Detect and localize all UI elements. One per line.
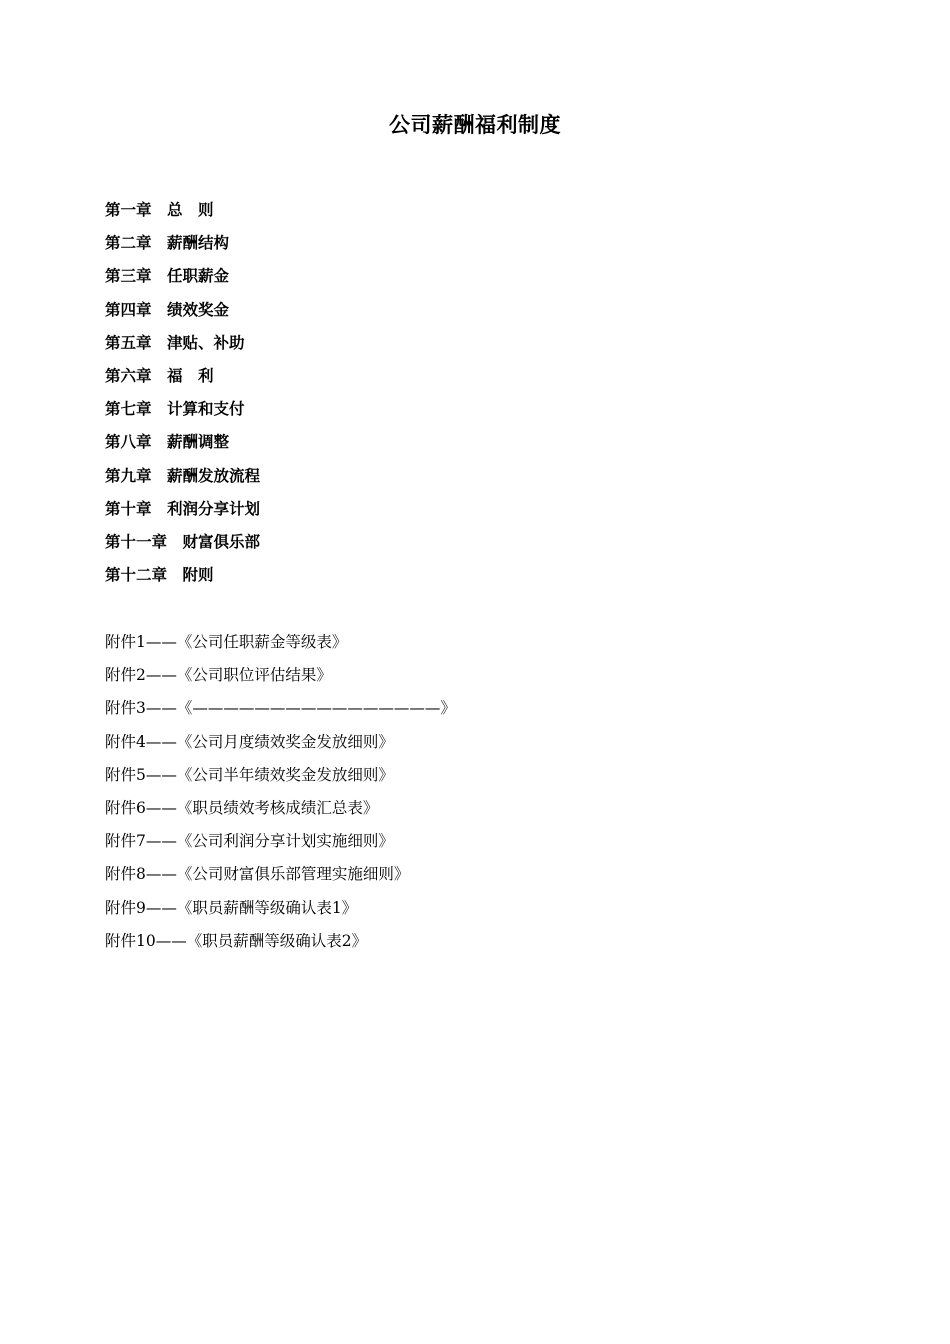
chapter-item: 第六章 福 利 xyxy=(105,366,214,385)
annex-item: 附件7——《公司利润分享计划实施细则》 xyxy=(105,832,394,851)
annex-item: 附件5——《公司半年绩效奖金发放细则》 xyxy=(105,765,394,784)
annex-list xyxy=(105,628,456,960)
chapter-item: 第十一章 财富俱乐部 xyxy=(105,532,261,551)
annex-item: 附件8——《公司财富俱乐部管理实施细则》 xyxy=(105,865,410,884)
chapter-item: 第十章 利润分享计划 xyxy=(105,499,261,518)
chapter-item: 第四章 绩效奖金 xyxy=(105,300,230,319)
chapter-item: 第五章 津贴、补助 xyxy=(105,333,245,352)
chapter-item: 第八章 薪酬调整 xyxy=(105,433,230,452)
chapter-list xyxy=(105,196,260,594)
annex-item: 附件10——《职员薪酬等级确认表2》 xyxy=(105,931,368,950)
chapter-item: 第一章 总 则 xyxy=(105,201,214,219)
chapter-item: 第九章 薪酬发放流程 xyxy=(105,466,261,485)
chapter-item: 第十二章 附则 xyxy=(105,566,214,585)
annex-item: 附件9——《职员薪酬等级确认表1》 xyxy=(105,898,358,917)
chapter-item: 第七章 计算和支付 xyxy=(105,400,245,419)
chapter-item: 第三章 任职薪金 xyxy=(105,267,230,286)
annex-item: 附件2——《公司职位评估结果》 xyxy=(105,666,332,685)
annex-item: 附件3——《————————————————》 xyxy=(105,699,456,718)
annex-item: 附件6——《职员绩效考核成绩汇总表》 xyxy=(105,798,379,817)
annex-item: 附件4——《公司月度绩效奖金发放细则》 xyxy=(105,732,394,751)
chapter-item: 第二章 薪酬结构 xyxy=(105,234,230,253)
document-title: 公司薪酬福利制度 xyxy=(389,113,561,137)
annex-item: 附件1——《公司任职薪金等级表》 xyxy=(105,633,348,651)
